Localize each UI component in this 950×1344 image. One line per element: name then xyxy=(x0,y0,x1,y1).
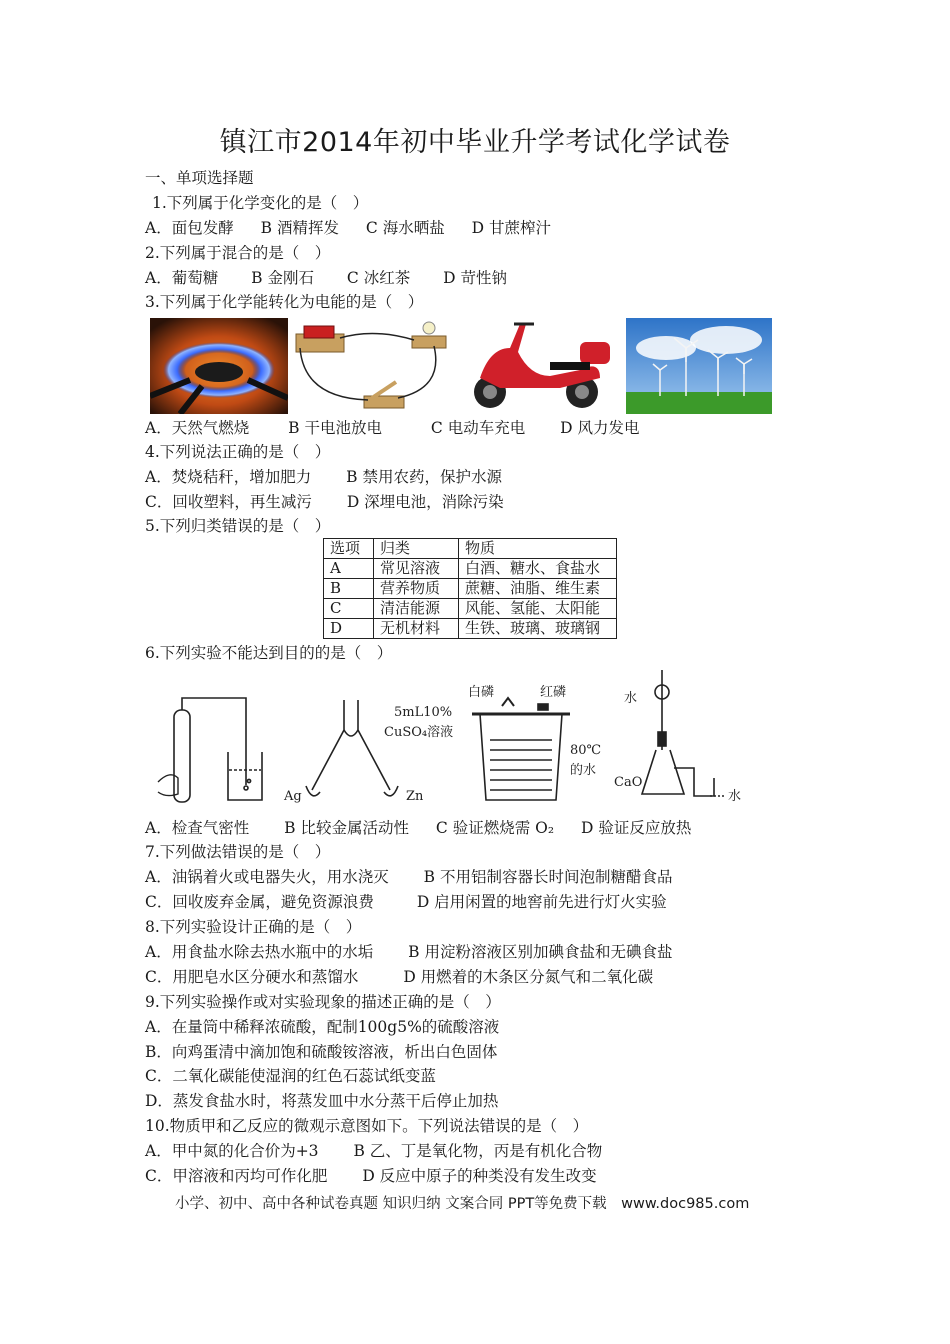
q6-option-a: A．检查气密性 xyxy=(145,819,250,837)
ag-label: Ag xyxy=(284,789,302,804)
q3-option-d: D 风力发电 xyxy=(560,419,640,437)
zn-label: Zn xyxy=(406,789,424,804)
q6-option-d: D 验证反应放热 xyxy=(580,819,692,837)
table-header-cell: 归类 xyxy=(374,539,459,559)
page-title: 镇江市2014年初中毕业升学考试化学试卷 xyxy=(219,127,731,158)
q8-option-d: D 用燃着的木条区分氮气和二氧化碳 xyxy=(403,968,654,986)
table-cell: 清洁能源 xyxy=(374,599,459,619)
q2-option-a: A．葡萄糖 xyxy=(145,269,219,287)
cuso4-label-bottom: CuSO₄溶液 xyxy=(384,725,454,740)
q1-option-a: A．面包发酵 xyxy=(145,219,234,237)
question-4-options-row2 xyxy=(145,492,526,512)
q6-option-c: C 验证燃烧需 O₂ xyxy=(435,819,555,837)
q7-option-b: B 不用铝制容器长时间泡制糖醋食品 xyxy=(423,868,673,886)
table-cell: D xyxy=(324,619,374,639)
table-cell: 白酒、糖水、食盐水 xyxy=(459,559,617,579)
question-7-options-row1 xyxy=(145,867,694,887)
q8-option-a: A．用食盐水除去热水瓶中的水垢 xyxy=(145,943,374,961)
question-6-stem: 6.下列实验不能达到目的的是（ ） xyxy=(145,644,393,662)
q10-option-c: C．甲溶液和丙均可作化肥 xyxy=(145,1167,328,1185)
q7-option-d: D 启用闲置的地窖前先进行灯火实验 xyxy=(416,893,667,911)
question-7-options-row2 xyxy=(145,892,689,912)
q4-option-a: A．焚烧秸秆，增加肥力 xyxy=(145,468,312,486)
q3-option-a: A．天然气燃烧 xyxy=(145,419,250,437)
classification-table xyxy=(323,538,617,639)
question-4-stem: 4.下列说法正确的是（ ） xyxy=(145,443,331,461)
question-10-options-row1 xyxy=(145,1141,624,1161)
experiment-diagrams xyxy=(150,670,750,810)
gas-flame-image xyxy=(150,318,288,414)
water-temp-label: 80℃ xyxy=(570,743,602,758)
table-cell: 蔗糖、油脂、维生素 xyxy=(459,579,617,599)
question-6-options xyxy=(145,818,713,838)
question-10-options-row2 xyxy=(145,1166,619,1186)
table-cell: B xyxy=(324,579,374,599)
question-2-stem: 2.下列属于混合的是（ ） xyxy=(145,244,331,262)
q6-option-b: B 比较金属活动性 xyxy=(284,819,409,837)
water-label: 的水 xyxy=(570,763,597,778)
q9-option-c: C．二氧化碳能使湿润的红色石蕊试纸变蓝 xyxy=(145,1067,436,1085)
q3-option-b: B 干电池放电 xyxy=(288,419,382,437)
q1-option-c: C 海水晒盐 xyxy=(365,219,445,237)
beaker-apparatus xyxy=(472,698,570,800)
q8-option-b: B 用淀粉溶液区别加碘食盐和无碘食盐 xyxy=(408,943,673,961)
cuso4-label-top: 5mL10% xyxy=(394,705,453,720)
table-header-row xyxy=(324,539,617,559)
table-cell: 营养物质 xyxy=(374,579,459,599)
table-row xyxy=(324,559,617,579)
table-row xyxy=(324,579,617,599)
question-3-options xyxy=(145,418,662,438)
white-phosphorus-label: 白磷 xyxy=(468,685,495,700)
flask-apparatus xyxy=(642,670,726,796)
water-d-label: 水 xyxy=(624,691,638,706)
q4-option-b: B 禁用农药，保护水源 xyxy=(346,468,502,486)
question-10-stem: 10.物质甲和乙反应的微观示意图如下。下列说法错误的是（ ） xyxy=(145,1117,589,1135)
q7-option-a: A．油锅着火或电器失火，用水浇灭 xyxy=(145,868,389,886)
q9-option-d: D．蒸发食盐水时，将蒸发皿中水分蒸干后停止加热 xyxy=(145,1092,499,1110)
question-5-stem: 5.下列归类错误的是（ ） xyxy=(145,517,331,535)
q9-option-a: A．在量筒中稀释浓硫酸，配制100g5%的硫酸溶液 xyxy=(145,1018,500,1036)
q10-option-a: A．甲中氮的化合价为+3 xyxy=(145,1142,319,1160)
q1-option-d: D 甘蔗榨汁 xyxy=(471,219,551,237)
q10-option-b: B 乙、丁是氧化物，丙是有机化合物 xyxy=(353,1142,603,1160)
question-8-options-row2 xyxy=(145,967,675,987)
table-cell: A xyxy=(324,559,374,579)
q7-option-c: C．回收废弃金属，避免资源浪费 xyxy=(145,893,374,911)
question-8-options-row1 xyxy=(145,942,694,962)
y-tube-apparatus xyxy=(306,700,398,796)
cao-label: CaO xyxy=(614,775,643,790)
table-header-cell: 物质 xyxy=(459,539,617,559)
question-8-stem: 8.下列实验设计正确的是（ ） xyxy=(145,918,362,936)
electric-scooter-image xyxy=(460,318,620,414)
question-1-options xyxy=(145,218,573,238)
table-cell: 常见溶液 xyxy=(374,559,459,579)
table-row xyxy=(324,619,617,639)
question-4-options-row1 xyxy=(145,467,524,487)
q2-option-c: C 冰红茶 xyxy=(346,269,411,287)
red-phosphorus-label: 红磷 xyxy=(540,685,567,700)
q10-option-d: D 反应中原子的种类没有发生改变 xyxy=(362,1167,597,1185)
wind-turbines-image xyxy=(626,318,772,414)
q2-option-b: B 金刚石 xyxy=(251,269,314,287)
airtightness-apparatus xyxy=(158,698,262,802)
table-row xyxy=(324,599,617,619)
question-3-stem: 3.下列属于化学能转化为电能的是（ ） xyxy=(145,293,424,311)
q4-option-d: D 深埋电池，消除污染 xyxy=(346,493,504,511)
table-header-cell: 选项 xyxy=(324,539,374,559)
question-1-stem: 1.下列属于化学变化的是（ ） xyxy=(152,194,369,212)
q8-option-c: C．用肥皂水区分硬水和蒸馏水 xyxy=(145,968,359,986)
section-heading: 一、单项选择题 xyxy=(145,169,254,187)
question-7-stem: 7.下列做法错误的是（ ） xyxy=(145,843,331,861)
battery-circuit-image xyxy=(294,318,454,414)
q3-option-c: C 电动车充电 xyxy=(430,419,526,437)
q9-option-b: B．向鸡蛋清中滴加饱和硫酸铵溶液，析出白色固体 xyxy=(145,1043,498,1061)
table-cell: 风能、氢能、太阳能 xyxy=(459,599,617,619)
question-9-stem: 9.下列实验操作或对实验现象的描述正确的是（ ） xyxy=(145,993,501,1011)
q2-option-d: D 苛性钠 xyxy=(443,269,507,287)
q1-option-b: B 酒精挥发 xyxy=(260,219,339,237)
table-cell: 生铁、玻璃、玻璃钢 xyxy=(459,619,617,639)
footer-link-text: 小学、初中、高中各种试卷真题 知识归纳 文案合同 PPT等免费下载 www.doc985.com xyxy=(175,1196,750,1212)
question-2-options xyxy=(145,268,529,288)
table-cell: 无机材料 xyxy=(374,619,459,639)
water-d2-label: 水 xyxy=(728,789,742,804)
table-cell: C xyxy=(324,599,374,619)
q4-option-c: C．回收塑料，再生减污 xyxy=(145,493,312,511)
question-3-images xyxy=(150,318,772,414)
